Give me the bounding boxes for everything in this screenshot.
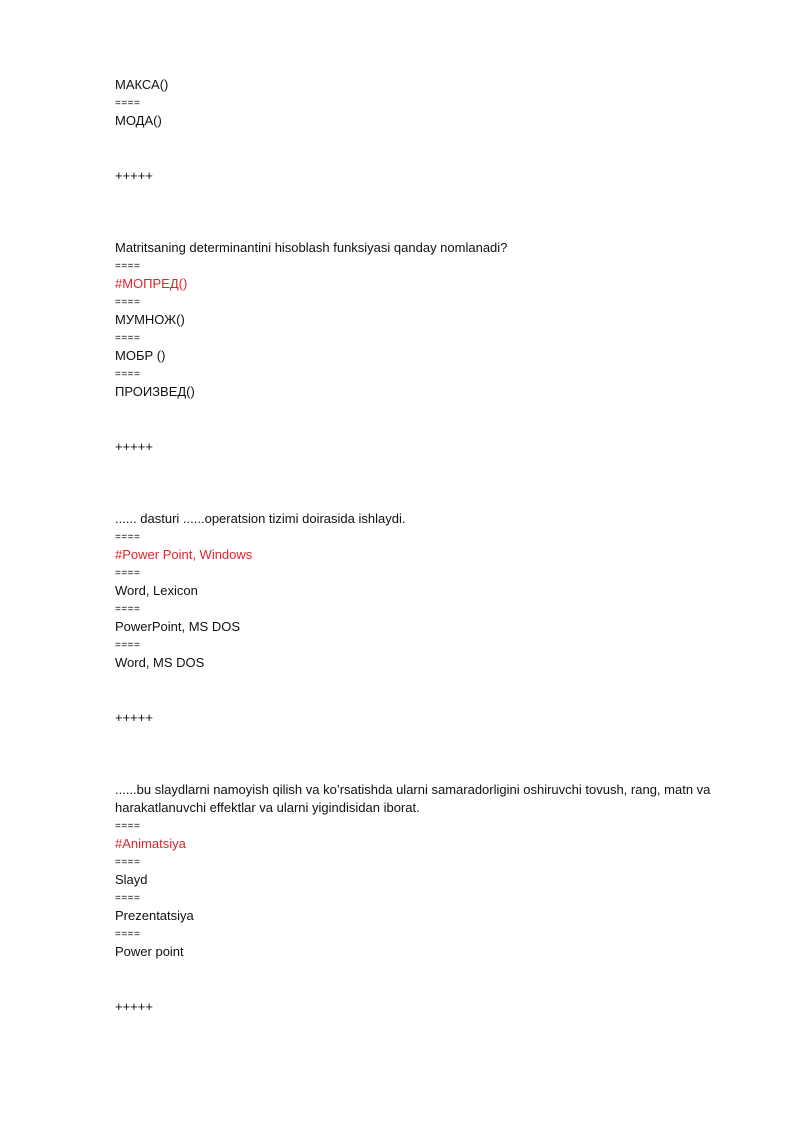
option-separator: ====	[115, 604, 141, 615]
question-end-marker: +++++	[115, 168, 153, 183]
option-separator: ====	[115, 821, 141, 832]
answer-option: ПРОИЗВЕД()	[115, 384, 195, 399]
option-separator: ====	[115, 532, 141, 543]
question-text: Matritsaning determinantini hisoblash funksiyasi qanday nomlanadi?	[115, 240, 508, 255]
option-separator: ====	[115, 369, 141, 380]
question-end-marker: +++++	[115, 439, 153, 454]
question-end-marker: +++++	[115, 999, 153, 1014]
option-separator: ====	[115, 568, 141, 579]
option-separator: ====	[115, 929, 141, 940]
answer-option: МУМНОЖ()	[115, 312, 185, 327]
answer-option: Slayd	[115, 872, 148, 887]
correct-answer: #Animatsiya	[115, 836, 186, 851]
answer-option: МАКСА()	[115, 77, 169, 92]
answer-option: МОБР ()	[115, 348, 166, 363]
option-separator: ====	[115, 857, 141, 868]
question-text: ......bu slaydlarni namoyish qilish va ko’rsatishda ularni samaradorligini oshiruvchi tovush, rang, matn va harakatlanuvchi effektlar va ularni yigindisidan iborat.	[115, 782, 711, 815]
answer-option: PowerPoint, MS DOS	[115, 619, 240, 634]
option-separator: ====	[115, 261, 141, 272]
correct-answer: #Power Point, Windows	[115, 547, 253, 562]
answer-option: Word, Lexicon	[115, 583, 198, 598]
answer-option: МОДА()	[115, 113, 162, 128]
option-separator: ====	[115, 297, 141, 308]
answer-option: Word, MS DOS	[115, 655, 205, 670]
option-separator: ====	[115, 333, 141, 344]
answer-option: Prezentatsiya	[115, 908, 194, 923]
option-separator: ====	[115, 640, 141, 651]
question-end-marker: +++++	[115, 710, 153, 725]
question-text: ...... dasturi ......operatsion tizimi doirasida ishlaydi.	[115, 511, 406, 526]
answer-option: Power point	[115, 944, 184, 959]
option-separator: ====	[115, 893, 141, 904]
option-separator: ====	[115, 98, 141, 109]
correct-answer: #МОПРЕД()	[115, 276, 188, 291]
